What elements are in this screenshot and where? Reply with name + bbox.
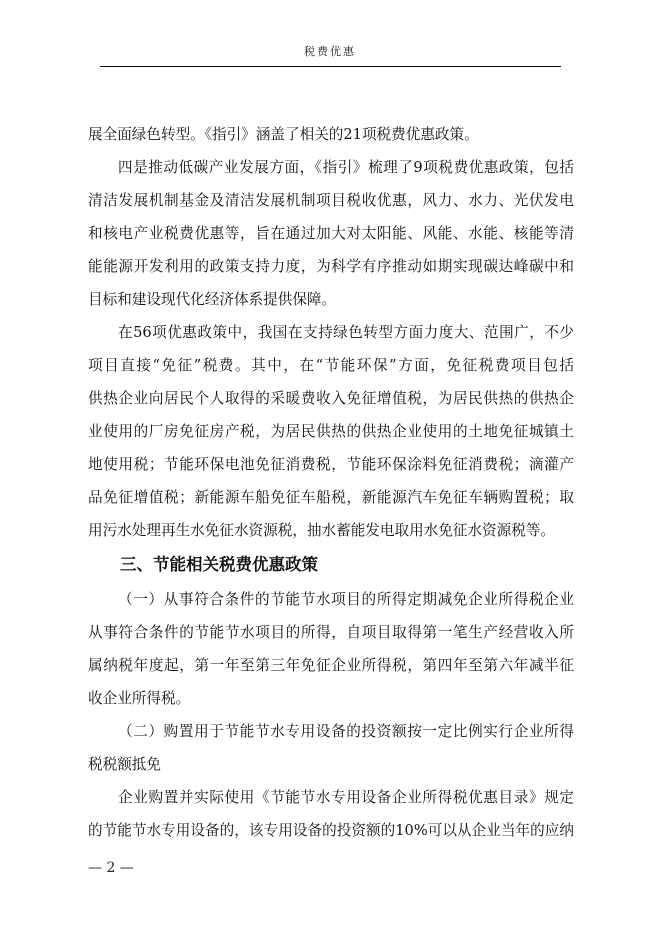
paragraph-line: 的节能节水专用设备的，该专用设备的投资额的10%可以从企业当年的应纳 xyxy=(88,822,574,839)
paragraph-line: 四是推动低碳产业发展方面，《指引》梳理了9项税费优惠政策，包括 xyxy=(118,159,574,176)
paragraph-line: 业使用的厂房免征房产税，为居民供热的供热企业使用的土地免征城镇土 xyxy=(88,423,574,440)
page-number: — 2 — xyxy=(88,860,134,876)
paragraph-line: 品免征增值税；新能源车船免征车船税，新能源汽车免征车辆购置税；取 xyxy=(88,489,574,506)
section-heading: 三、节能相关税费优惠政策 xyxy=(120,555,318,574)
paragraph-line: 能能源开发利用的政策支持力度，为科学有序推动如期实现碳达峰碳中和 xyxy=(88,258,574,275)
paragraph-line: 从事符合条件的节能节水项目的所得，自项目取得第一笔生产经营收入所 xyxy=(88,624,574,641)
running-header: 税费优惠 xyxy=(304,45,356,58)
paragraph-line: 收企业所得税。 xyxy=(88,690,191,707)
paragraph-line: （一）从事符合条件的节能节水项目的所得定期减免企业所得税企业 xyxy=(118,591,574,608)
paragraph-line: （二）购置用于节能节水专用设备的投资额按一定比例实行企业所得 xyxy=(118,723,574,740)
paragraph-line: 项目直接“免征”税费。其中，在“节能环保”方面，免征税费项目包括 xyxy=(88,357,574,374)
paragraph-line: 目标和建设现代化经济体系提供保障。 xyxy=(88,291,337,308)
paragraph-line: 地使用税；节能环保电池免征消费税，节能环保涂料免征消费税；滴灌产 xyxy=(88,456,574,473)
paragraph-line: 展全面绿色转型。《指引》涵盖了相关的21项税费优惠政策。 xyxy=(88,126,479,143)
paragraph-line: 属纳税年度起，第一年至第三年免征企业所得税，第四年至第六年减半征 xyxy=(88,657,574,674)
paragraph-line: 用污水处理再生水免征水资源税，抽水蓄能发电取用水免征水资源税等。 xyxy=(88,522,556,539)
paragraph-line: 供热企业向居民个人取得的采暖费收入免征增值税，为居民供热的供热企 xyxy=(88,390,574,407)
paragraph-line: 税税额抵免 xyxy=(88,756,161,773)
paragraph-line: 在56项优惠政策中，我国在支持绿色转型方面力度大、范围广，不少 xyxy=(118,324,574,341)
header-rule xyxy=(100,66,561,67)
paragraph-line: 企业购置并实际使用《节能节水专用设备企业所得税优惠目录》规定 xyxy=(118,789,574,806)
document-body xyxy=(88,118,574,847)
paragraph-line: 清洁发展机制基金及清洁发展机制项目税收优惠，风力、水力、光伏发电 xyxy=(88,192,574,209)
paragraph-line: 和核电产业税费优惠等，旨在通过加大对太阳能、风能、水能、核能等清 xyxy=(88,225,574,242)
